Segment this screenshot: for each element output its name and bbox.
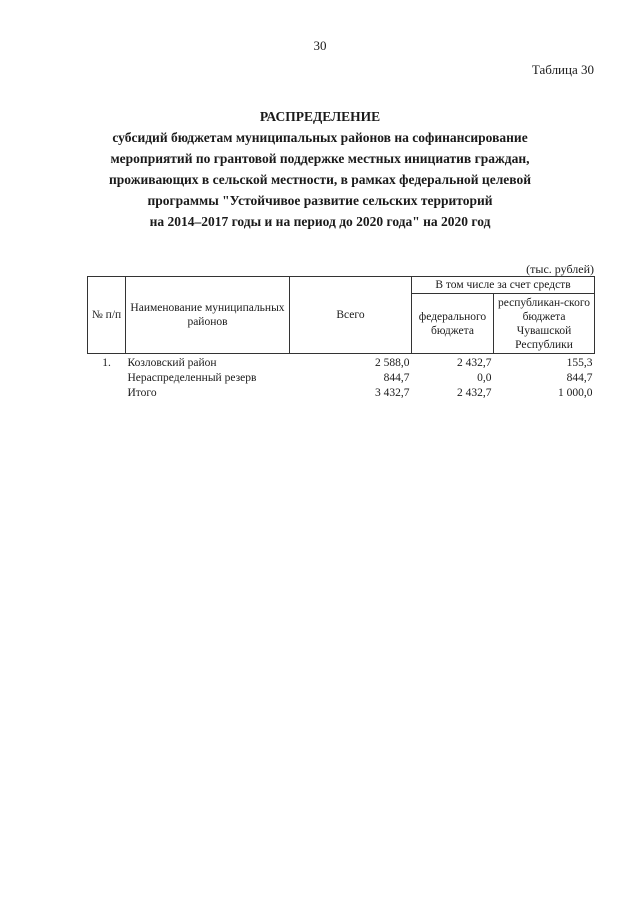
header-name: Наименование муниципальных районов [126, 277, 290, 354]
cell-republic: 844,7 [566, 372, 593, 384]
page-number: 30 [313, 38, 327, 53]
cell-republic: 155,3 [566, 357, 593, 369]
table-row [88, 371, 595, 386]
title-line: проживающих в сельской местности, в рамках федеральной целевой [109, 172, 531, 187]
header-group: В том числе за счет средств [412, 277, 595, 294]
header-num: № п/п [88, 277, 126, 354]
table-row [88, 354, 595, 372]
cell-name: Козловский район [127, 357, 217, 369]
cell-name: Нераспределенный резерв [127, 372, 257, 384]
header-republic: республикан-ского бюджета Чувашской Республики [494, 294, 595, 354]
cell-num [88, 386, 126, 401]
cell-name: Итого [127, 387, 157, 399]
title-line: субсидий бюджетам муниципальных районов на софинансирование [112, 130, 528, 145]
header-total: Всего [290, 277, 412, 354]
cell-total: 3 432,7 [375, 387, 410, 399]
cell-num [88, 371, 126, 386]
cell-federal: 2 432,7 [457, 387, 492, 399]
header-federal: федерального бюджета [412, 294, 494, 354]
table-row [88, 386, 595, 401]
title-main: РАСПРЕДЕЛЕНИЕ [259, 109, 381, 124]
cell-federal: 0,0 [477, 372, 492, 384]
cell-republic: 1 000,0 [558, 387, 593, 399]
distribution-table [87, 276, 595, 401]
title-line: мероприятий по грантовой поддержке местных инициатив граждан, [110, 151, 530, 166]
cell-federal: 2 432,7 [457, 357, 492, 369]
cell-total: 2 588,0 [375, 357, 410, 369]
table-label: Таблица 30 [531, 62, 594, 77]
units-label: (тыс. рублей) [526, 262, 594, 276]
title-line: программы "Устойчивое развитие сельских территорий [147, 193, 493, 208]
document-title [60, 106, 580, 232]
cell-num: 1. [102, 357, 111, 369]
title-line: на 2014–2017 годы и на период до 2020 года" на 2020 год [149, 214, 491, 229]
cell-total: 844,7 [383, 372, 410, 384]
